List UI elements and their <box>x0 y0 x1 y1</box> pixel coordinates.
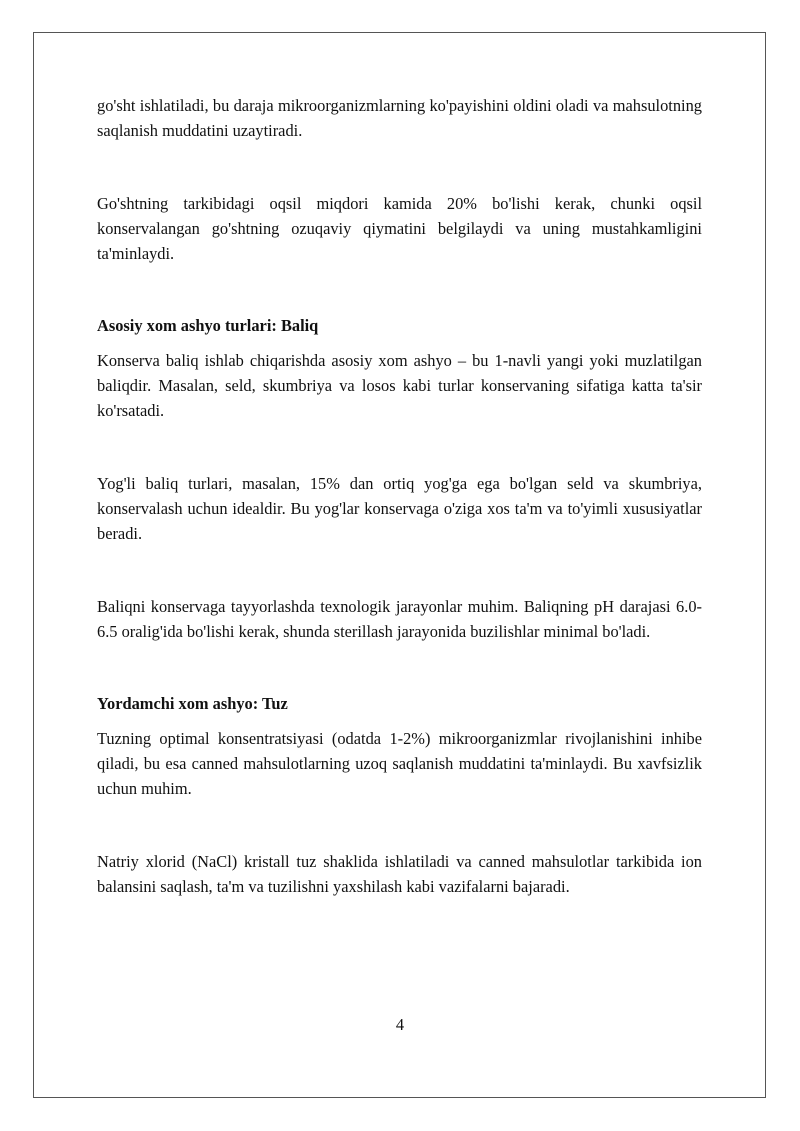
heading-salt: Yordamchi xom ashyo: Tuz <box>97 694 288 713</box>
paragraph-meat-continuation: go'sht ishlatiladi, bu daraja mikroorganizmlarning ko'payishini oldini oladi va mahsulotning saqlanish muddatini uzaytiradi. <box>97 96 702 140</box>
heading-fish: Asosiy xom ashyo turlari: Baliq <box>97 316 319 335</box>
paragraph-fish-raw-material: Konserva baliq ishlab chiqarishda asosiy xom ashyo – bu 1-navli yangi yoki muzlatilgan baliqdir. Masalan, seld, skumbriya va losos kabi turlar konservaning sifatiga katta ta'sir ko'rsatadi. <box>97 351 702 420</box>
paragraph-fatty-fish: Yog'li baliq turlari, masalan, 15% dan ortiq yog'ga ega bo'lgan seld va skumbriya, konservalash uchun idealdir. Bu yog'lar konservaga o'ziga xos ta'm va to'yimli xususiyatlar beradi. <box>97 474 702 543</box>
paragraph-protein-content: Go'shtning tarkibidagi oqsil miqdori kamida 20% bo'lishi kerak, chunki oqsil konservalangan go'shtning ozuqaviy qiymatini belgilaydi va uning mustahkamligini ta'minlaydi. <box>97 194 702 263</box>
paragraph-sodium-chloride: Natriy xlorid (NaCl) kristall tuz shaklida ishlatiladi va canned mahsulotlar tarkibida ion balansini saqlash, ta'm va tuzilishni yaxshilash kabi vazifalarni bajaradi. <box>97 852 702 896</box>
paragraph-fish-ph: Baliqni konservaga tayyorlashda texnologik jarayonlar muhim. Baliqning pH darajasi 6.0-6.5 oralig'ida bo'lishi kerak, shunda sterillash jarayonida buzilishlar minimal bo'ladi. <box>97 597 702 641</box>
document-body <box>97 93 702 899</box>
paragraph-salt-concentration: Tuzning optimal konsentratsiyasi (odatda 1-2%) mikroorganizmlar rivojlanishini inhibe qiladi, bu esa canned mahsulotlarning uzoq saqlanish muddatini ta'minlaydi. Bu xavfsizlik uchun muhim. <box>97 729 702 798</box>
page-number: 4 <box>395 1015 405 1034</box>
